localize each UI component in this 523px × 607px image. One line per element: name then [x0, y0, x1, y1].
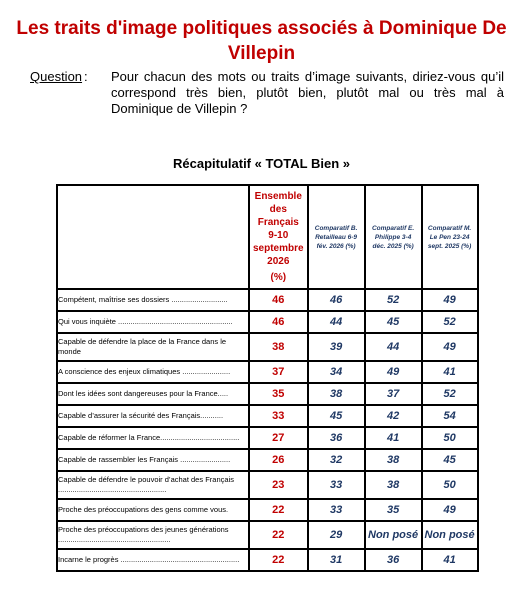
- row-label: Capable de rassembler les Français ........................: [57, 449, 249, 471]
- header-ensemble-line: septembre: [253, 243, 304, 254]
- question-colon: :: [84, 69, 88, 84]
- value-ensemble: 27: [249, 427, 308, 449]
- row-label: Capable de réformer la France......................................: [57, 427, 249, 449]
- value-ensemble: 33: [249, 405, 308, 427]
- value-comparatif-lepen: Non posé: [422, 521, 478, 549]
- table-row: [57, 427, 478, 449]
- value-comparatif-retailleau: 33: [308, 471, 365, 499]
- value-comparatif-philippe: 42: [365, 405, 422, 427]
- page-title: Les traits d'image politiques associés à Dominique De Villepin: [16, 18, 507, 64]
- value-comparatif-retailleau: 44: [308, 311, 365, 333]
- value-comparatif-philippe: 52: [365, 289, 422, 311]
- value-comparatif-retailleau: 33: [308, 499, 365, 521]
- table-row: [57, 521, 478, 549]
- question-text: Pour chacun des mots ou traits d’image suivants, diriez-vous qu’il correspond très bien, plutôt bien, plutôt mal ou très mal à Dominique de Villepin ?: [111, 69, 504, 116]
- value-ensemble: 37: [249, 361, 308, 383]
- value-comparatif-lepen: 45: [422, 449, 478, 471]
- value-ensemble: 22: [249, 521, 308, 549]
- row-label: Proche des préoccupations des gens comme vous.: [57, 499, 249, 521]
- value-comparatif-philippe: Non posé: [365, 521, 422, 549]
- table-row: [57, 333, 478, 361]
- value-ensemble: 23: [249, 471, 308, 499]
- value-ensemble: 38: [249, 333, 308, 361]
- table-row: [57, 449, 478, 471]
- header-ensemble-line: Français: [257, 217, 299, 228]
- table-row: [57, 383, 478, 405]
- header-comparatif-retailleau: [308, 185, 365, 289]
- value-comparatif-philippe: 35: [365, 499, 422, 521]
- value-comparatif-lepen: 49: [422, 499, 478, 521]
- row-label: Dont les idées sont dangereuses pour la France.....: [57, 383, 249, 405]
- value-comparatif-retailleau: 32: [308, 449, 365, 471]
- value-comparatif-lepen: 49: [422, 333, 478, 361]
- value-comparatif-philippe: 49: [365, 361, 422, 383]
- value-ensemble: 22: [249, 499, 308, 521]
- value-comparatif-lepen: 52: [422, 383, 478, 405]
- recap-title: Récapitulatif « TOTAL Bien »: [173, 156, 350, 171]
- header-ensemble-line: Ensemble: [254, 191, 302, 202]
- header-comp-line: sept. 2025 (%): [427, 242, 472, 250]
- table-row: [57, 405, 478, 427]
- header-comp-line: Comparatif E.: [371, 224, 415, 232]
- table-row: [57, 311, 478, 333]
- results-table: [56, 184, 479, 572]
- header-ensemble-line: (%): [270, 272, 287, 283]
- header-comp-line: fév. 2026 (%): [316, 242, 356, 250]
- value-ensemble: 46: [249, 289, 308, 311]
- value-comparatif-lepen: 49: [422, 289, 478, 311]
- value-comparatif-lepen: 54: [422, 405, 478, 427]
- value-comparatif-philippe: 45: [365, 311, 422, 333]
- value-comparatif-lepen: 50: [422, 471, 478, 499]
- row-label: A conscience des enjeux climatiques .......................: [57, 361, 249, 383]
- row-label: Qui vous inquiète .......................................................: [57, 311, 249, 333]
- value-comparatif-lepen: 41: [422, 361, 478, 383]
- value-comparatif-retailleau: 29: [308, 521, 365, 549]
- value-comparatif-philippe: 36: [365, 549, 422, 571]
- header-blank-cell: [57, 185, 249, 289]
- value-comparatif-philippe: 41: [365, 427, 422, 449]
- value-ensemble: 46: [249, 311, 308, 333]
- value-ensemble: 26: [249, 449, 308, 471]
- value-comparatif-philippe: 37: [365, 383, 422, 405]
- header-comp-line: Le Pen 23-24: [429, 233, 470, 241]
- value-comparatif-lepen: 41: [422, 549, 478, 571]
- row-label: Capable d’assurer la sécurité des Français...........: [57, 405, 249, 427]
- table-row: [57, 499, 478, 521]
- value-comparatif-philippe: 44: [365, 333, 422, 361]
- header-comparatif-philippe: [365, 185, 422, 289]
- header-comp-line: Comparatif M.: [427, 224, 472, 232]
- value-comparatif-retailleau: 45: [308, 405, 365, 427]
- value-comparatif-lepen: 52: [422, 311, 478, 333]
- value-comparatif-philippe: 38: [365, 449, 422, 471]
- value-comparatif-retailleau: 36: [308, 427, 365, 449]
- value-ensemble: 35: [249, 383, 308, 405]
- header-comparatif-lepen: [422, 185, 478, 289]
- row-label: Capable de défendre la place de la France dans le monde: [57, 333, 249, 361]
- value-comparatif-retailleau: 34: [308, 361, 365, 383]
- value-comparatif-retailleau: 39: [308, 333, 365, 361]
- header-comp-line: déc. 2025 (%): [372, 242, 414, 250]
- header-comp-line: Comparatif B.: [314, 224, 358, 232]
- question-label: Question: [30, 69, 83, 84]
- table-row: [57, 361, 478, 383]
- value-comparatif-lepen: 50: [422, 427, 478, 449]
- row-label: Proche des préoccupations des jeunes générations ......................................................: [57, 521, 249, 549]
- header-comp-line: Philippe 3-4: [374, 233, 412, 241]
- value-comparatif-philippe: 38: [365, 471, 422, 499]
- table-row: [57, 549, 478, 571]
- row-label: Compétent, maîtrise ses dossiers ...........................: [57, 289, 249, 311]
- value-comparatif-retailleau: 31: [308, 549, 365, 571]
- header-comp-line: Retailleau 6-9: [315, 233, 358, 241]
- header-ensemble: [249, 185, 308, 289]
- row-label: Incarne le progrès .........................................................: [57, 549, 249, 571]
- value-comparatif-retailleau: 46: [308, 289, 365, 311]
- header-ensemble-line: des: [269, 204, 287, 215]
- table-row: [57, 289, 478, 311]
- header-row: [57, 185, 478, 289]
- value-ensemble: 22: [249, 549, 308, 571]
- value-comparatif-retailleau: 38: [308, 383, 365, 405]
- header-ensemble-line: 2026: [267, 256, 290, 267]
- table-row: [57, 471, 478, 499]
- header-ensemble-line: 9-10: [268, 230, 289, 241]
- row-label: Capable de défendre le pouvoir d’achat des Français ....................................................: [57, 471, 249, 499]
